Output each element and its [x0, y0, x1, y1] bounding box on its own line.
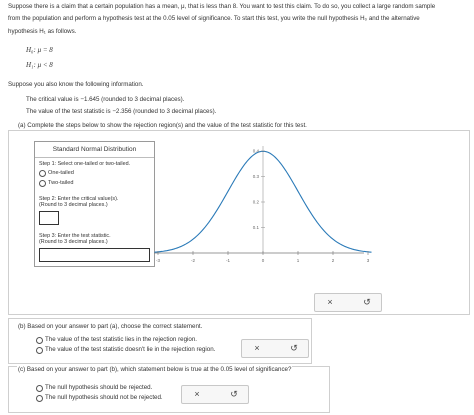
x-tick-label: 0 — [261, 258, 265, 263]
clear-part-b-button[interactable]: × — [254, 343, 260, 353]
part-b-prompt: (b) Based on your answer to part (a), choose the correct statement. — [18, 323, 203, 330]
panel-title: Standard Normal Distribution — [35, 142, 154, 158]
step-2-label: Step 2: Enter the critical value(s). — [39, 196, 119, 202]
x-tick-label: 1 — [296, 258, 300, 263]
test-statistic-input[interactable] — [39, 248, 150, 262]
part-b-option-1: The value of the test statistic lies in the rejection region. — [45, 336, 198, 343]
part-b-action-box — [241, 339, 309, 358]
step-3-label: Step 3: Enter the test statistic. — [39, 233, 111, 239]
part-c-option-1: The null hypothesis should be rejected. — [45, 384, 153, 391]
step-3-note: (Round to 3 decimal places.) — [39, 239, 108, 245]
part-c-prompt: (c) Based on your answer to part (b), which statement below is true at the 0.05 level of significance? — [18, 366, 292, 373]
radio-one-tailed[interactable] — [39, 170, 46, 177]
alt-hypothesis: H₁: μ < 8 — [26, 61, 53, 69]
test-stat-info: The value of the test statistic is −2.356 (rounded to 3 decimal places). — [26, 108, 217, 115]
radio-two-tailed[interactable] — [39, 180, 46, 187]
x-tick-label: -3 — [155, 258, 161, 263]
y-tick-label: 0.2 — [252, 199, 259, 205]
step-1-label: Step 1: Select one-tailed or two-tailed. — [39, 161, 131, 167]
null-hypothesis: H₀: μ = 8 — [26, 46, 53, 54]
intro-line-3: hypothesis H₁ as follows. — [8, 28, 77, 35]
y-tick-label: 0.1 — [252, 225, 259, 230]
part-c-action-box — [181, 385, 249, 404]
x-tick-label: -2 — [190, 258, 196, 263]
critical-value-input[interactable] — [39, 211, 59, 225]
undo-part-a-button[interactable]: ↺ — [363, 297, 371, 307]
step-panel — [34, 141, 155, 267]
one-tailed-label: One-tailed — [48, 170, 74, 176]
y-tick-label: 0.3 — [252, 174, 259, 179]
x-tick-label: 3 — [366, 258, 370, 263]
part-a-prompt: (a) Complete the steps below to show the rejection region(s) and the value of the test statistic for this test. — [18, 122, 307, 129]
y-tick-label: 0.4 — [252, 148, 259, 154]
clear-part-c-button[interactable]: × — [194, 389, 200, 399]
undo-part-b-button[interactable]: ↺ — [290, 343, 298, 353]
part-c-option-2: The null hypothesis should not be rejected. — [45, 394, 163, 401]
x-tick-label: 2 — [331, 258, 335, 263]
critical-value-info: The critical value is −1.645 (rounded to 3 decimal places). — [26, 96, 185, 103]
radio-reject-null[interactable] — [36, 385, 43, 392]
normal-distribution-chart[interactable] — [150, 140, 368, 266]
intro-line-2: from the population and perform a hypothesis test at the 0.05 level of significance. To start this test, you write the null hypothesis H₀ and the alternative — [8, 15, 420, 22]
intro-line-1: Suppose there is a claim that a certain population has a mean, μ, that is less than 8. You want to test this claim. To do so, you collect a large random sample — [8, 3, 436, 10]
step-2-note: (Round to 3 decimal places.) — [39, 202, 108, 208]
radio-in-rejection[interactable] — [36, 337, 43, 344]
part-b-option-2: The value of the test statistic doesn't lie in the rejection region. — [45, 346, 216, 353]
part-a-action-box — [314, 293, 382, 312]
two-tailed-label: Two-tailed — [48, 180, 74, 186]
radio-not-reject-null[interactable] — [36, 395, 43, 402]
info-lead: Suppose you also know the following information. — [8, 81, 144, 88]
clear-part-a-button[interactable]: × — [327, 297, 333, 307]
undo-part-c-button[interactable]: ↺ — [230, 389, 238, 399]
x-tick-label: -1 — [225, 258, 231, 263]
radio-not-in-rejection[interactable] — [36, 347, 43, 354]
